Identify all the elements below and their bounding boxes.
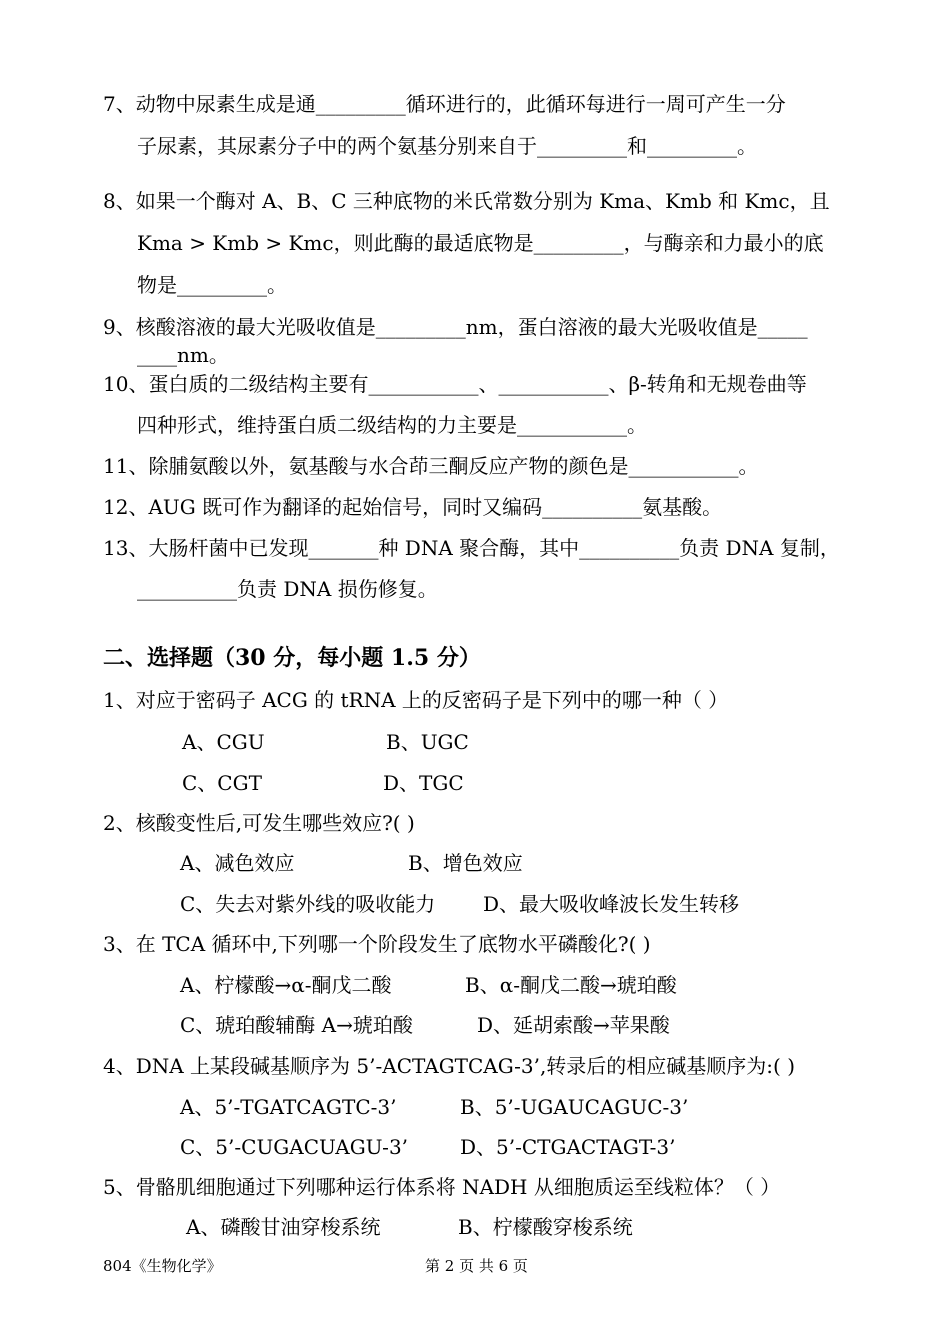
choice-question-5: 5、骨骼肌细胞通过下列哪种运行体系将 NADH 从细胞质运至线粒体？（ ）	[103, 1175, 781, 1199]
choice-2-option-b: B、增色效应	[408, 851, 523, 875]
question-8-line-2: Kma > Kmb > Kmc，则此酶的最适底物是_________，与酶亲和力最小的底	[137, 231, 824, 255]
choice-3-option-a: A、柠檬酸→α-酮戊二酸	[180, 973, 392, 997]
choice-3-option-b: B、α-酮戊二酸→琥珀酸	[465, 973, 677, 997]
choice-4-option-c: C、5’-CUGACUAGU-3’	[180, 1135, 409, 1159]
choice-4-option-d: D、5’-CTGACTAGT-3’	[460, 1135, 676, 1159]
choice-1-option-a: A、CGU	[182, 730, 265, 754]
question-12: 12、AUG 既可作为翻译的起始信号，同时又编码__________氨基酸。	[103, 495, 723, 519]
choice-5-option-a: A、磷酸甘油穿梭系统	[186, 1215, 381, 1239]
question-13-line-2: __________负责 DNA 损伤修复。	[137, 577, 438, 601]
choice-1-option-d: D、TGC	[383, 771, 464, 795]
question-7-line-1: 7、动物中尿素生成是通_________循环进行的，此循环每进行一周可产生一分	[103, 92, 786, 116]
choice-2-option-d: D、最大吸收峰波长发生转移	[483, 892, 740, 916]
choice-question-2: 2、核酸变性后,可发生哪些效应?( )	[103, 811, 415, 835]
choice-question-1: 1、对应于密码子 ACG 的 tRNA 上的反密码子是下列中的哪一种（ ）	[103, 688, 729, 712]
choice-3-option-d: D、延胡索酸→苹果酸	[477, 1013, 670, 1037]
question-9-line-1: 9、核酸溶液的最大光吸收值是_________nm，蛋白溶液的最大光吸收值是_____	[103, 315, 808, 339]
question-9-line-2: ____nm。	[137, 343, 229, 367]
choice-4-option-b: B、5’-UGAUCAGUC-3’	[460, 1095, 689, 1119]
question-13-line-1: 13、大肠杆菌中已发现_______种 DNA 聚合酶，其中__________负责 DNA 复制，	[103, 536, 840, 560]
choice-1-option-b: B、UGC	[386, 730, 469, 754]
question-8-line-1: 8、如果一个酶对 A、B、C 三种底物的米氏常数分别为 Kma、Kmb 和 Kmc，且	[103, 189, 830, 213]
question-8-line-3: 物是_________。	[137, 273, 287, 297]
choice-5-option-b: B、柠檬酸穿梭系统	[458, 1215, 633, 1239]
footer-page-number: 第 2 页 共 6 页	[425, 1257, 528, 1275]
section-heading: 二、选择题（30 分，每小题 1.5 分）	[103, 645, 481, 671]
question-7-line-2: 子尿素，其尿素分子中的两个氨基分别来自于_________和_________。	[137, 134, 757, 158]
question-10-line-2: 四种形式，维持蛋白质二级结构的力主要是___________。	[137, 413, 647, 437]
choice-1-option-c: C、CGT	[182, 771, 262, 795]
question-11: 11、除脯氨酸以外，氨基酸与水合茚三酮反应产物的颜色是___________。	[103, 454, 759, 478]
choice-question-3: 3、在 TCA 循环中,下列哪一个阶段发生了底物水平磷酸化?( )	[103, 932, 651, 956]
choice-2-option-c: C、失去对紫外线的吸收能力	[180, 892, 436, 916]
choice-2-option-a: A、减色效应	[180, 851, 295, 875]
footer-course-title: 804《生物化学》	[103, 1257, 222, 1275]
choice-4-option-a: A、5’-TGATCAGTC-3’	[180, 1095, 397, 1119]
choice-3-option-c: C、琥珀酸辅酶 A→琥珀酸	[180, 1013, 413, 1037]
choice-question-4: 4、DNA 上某段碱基顺序为 5’-ACTAGTCAG-3’,转录后的相应碱基顺序为:( )	[103, 1054, 796, 1078]
question-10-line-1: 10、蛋白质的二级结构主要有___________、___________、β-转角和无规卷曲等	[103, 372, 807, 396]
